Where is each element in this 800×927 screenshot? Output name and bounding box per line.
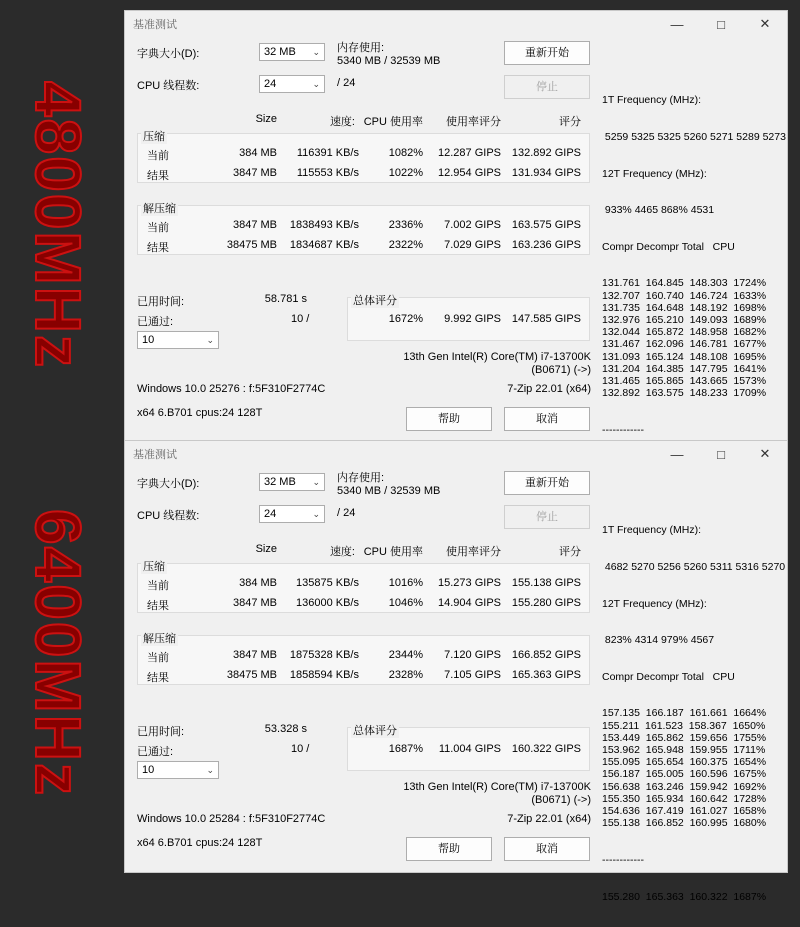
chevron-down-icon: ⌄ (312, 79, 320, 89)
window-title: 基准测试 (133, 449, 177, 461)
row-label: 结果 (147, 672, 169, 684)
freq-12t-values: 933% 4465 868% 4531 (602, 204, 715, 217)
cell-size: 38475 MB (226, 239, 277, 251)
col-rating-cpu: 使用率评分 (446, 116, 501, 128)
col-rating-cpu: 使用率评分 (446, 546, 501, 558)
log-table-row: 155.211 161.523 158.367 1650% (602, 719, 766, 732)
passes-select[interactable] (137, 331, 219, 349)
freq-12t-values: 823% 4314 979% 4567 (602, 634, 715, 647)
cell-cpu: 2328% (388, 669, 423, 681)
row-label: 当前 (147, 222, 169, 234)
col-size: Size (255, 113, 277, 125)
passes-select[interactable] (137, 761, 219, 779)
total-cpu: 1687% (388, 743, 423, 755)
log-table-header: Compr Decompr Total CPU (602, 240, 735, 253)
freq-1t-label: 1T Frequency (MHz): (602, 524, 701, 537)
restart-button[interactable]: 重新开始 (504, 41, 590, 65)
passed-value: 10 / (291, 743, 310, 755)
total-label: 总体评分 (351, 722, 399, 738)
cpu-threads-value: 24 (264, 508, 277, 520)
title-bar (125, 441, 787, 467)
cell-speed: 115553 KB/s (296, 167, 359, 179)
close-icon[interactable]: ✕ (759, 16, 771, 31)
freq-1t-values: 5259 5325 5325 5260 5271 5289 5273 (602, 131, 786, 144)
log-table-row: 131.467 162.096 146.781 1677% (602, 338, 767, 351)
passed-label: 已通过: (137, 746, 174, 758)
cell-rating: 163.575 GIPS (511, 219, 581, 231)
cell-speed: 1834687 KB/s (289, 239, 359, 251)
cpu-name: 13th Gen Intel(R) Core(TM) i7-13700K (403, 351, 591, 363)
log-table-row: 154.636 167.419 161.027 1658% (602, 805, 767, 818)
benchmark-window-2 (124, 440, 788, 903)
dict-size-label: 字典大小(D): (137, 48, 200, 60)
log-table-row: 132.044 165.872 148.958 1682% (602, 326, 767, 339)
log-table-row: 155.350 165.934 160.642 1728% (602, 792, 767, 805)
cell-rating-cpu: 7.029 GIPS (444, 239, 501, 251)
maximize-icon[interactable]: □ (717, 446, 725, 462)
dict-size-label: 字典大小(D): (137, 478, 200, 490)
cell-speed: 1838493 KB/s (289, 219, 359, 231)
cell-rating: 155.280 GIPS (511, 597, 581, 609)
freq-1t-label: 1T Frequency (MHz): (602, 94, 701, 107)
benchmark-window-1 (124, 10, 788, 443)
cell-rating-cpu: 7.120 GIPS (444, 649, 501, 661)
cell-size: 38475 MB (226, 669, 277, 681)
version-info: 7-Zip 22.01 (x64) (507, 813, 591, 825)
log-table-row: 131.093 165.124 148.108 1695% (602, 350, 767, 363)
cell-rating-cpu: 7.105 GIPS (444, 669, 501, 681)
col-rating: 评分 (559, 116, 581, 128)
stop-button[interactable]: 停止 (504, 75, 590, 99)
total-label: 总体评分 (351, 292, 399, 308)
row-label: 当前 (147, 150, 169, 162)
col-size: Size (255, 543, 277, 555)
cpu-threads-label: CPU 线程数: (137, 80, 200, 92)
dict-size-value: 32 MB (264, 46, 296, 58)
col-cpu: CPU 使用率 (363, 116, 423, 128)
cell-size: 384 MB (239, 577, 277, 589)
window-body (125, 37, 787, 442)
dict-size-select[interactable] (259, 473, 325, 491)
cell-rating-cpu: 15.273 GIPS (438, 577, 501, 589)
log-separator: ------------ (602, 423, 644, 436)
passed-label: 已通过: (137, 316, 174, 328)
chevron-down-icon: ⌄ (206, 335, 214, 345)
row-label: 结果 (147, 170, 169, 182)
freq-12t-label: 12T Frequency (MHz): (602, 597, 707, 610)
col-rating: 评分 (559, 546, 581, 558)
elapsed-value: 53.328 s (264, 723, 307, 735)
stop-button[interactable]: 停止 (504, 505, 590, 529)
cancel-button[interactable]: 取消 (504, 407, 590, 431)
cell-cpu: 2344% (388, 649, 423, 661)
chevron-down-icon: ⌄ (312, 509, 320, 519)
log-table-row: 132.892 163.575 148.233 1709% (602, 387, 767, 400)
mem-use-label: 内存使用: (337, 42, 385, 54)
chevron-down-icon: ⌄ (312, 47, 320, 57)
compress-label: 压缩 (141, 558, 167, 574)
restart-button[interactable]: 重新开始 (504, 471, 590, 495)
freq-12t-label: 12T Frequency (MHz): (602, 167, 707, 180)
window-body (125, 467, 787, 903)
row-label: 结果 (147, 600, 169, 612)
log-table-row: 153.962 165.948 159.955 1711% (602, 744, 766, 757)
log-table-rows (602, 707, 787, 829)
elapsed-value: 58.781 s (264, 293, 307, 305)
mem-use-label: 内存使用: (337, 472, 385, 484)
cell-speed: 135875 KB/s (296, 577, 359, 589)
minimize-icon[interactable]: — (670, 16, 684, 32)
total-cpu: 1672% (388, 313, 423, 325)
log-table-row: 153.449 165.862 159.656 1755% (602, 731, 767, 744)
cell-cpu: 1046% (388, 597, 423, 609)
cell-size: 3847 MB (232, 219, 277, 231)
minimize-icon[interactable]: — (670, 446, 684, 462)
log-table-row: 131.761 164.845 148.303 1724% (602, 277, 767, 290)
cell-rating: 131.934 GIPS (511, 167, 581, 179)
results-log (602, 70, 787, 497)
os-info: Windows 10.0 25284 : f:5F310F2774C (137, 813, 326, 825)
row-label: 结果 (147, 242, 169, 254)
cell-cpu: 1022% (388, 167, 423, 179)
log-table-row: 156.638 163.246 159.942 1692% (602, 780, 767, 793)
log-table-row: 131.465 165.865 143.665 1573% (602, 375, 767, 388)
maximize-icon[interactable]: □ (717, 16, 725, 32)
cell-rating: 165.363 GIPS (511, 669, 581, 681)
freq-1t-values: 4682 5270 5256 5260 5311 5316 5270 (602, 561, 786, 574)
cell-rating-cpu: 12.954 GIPS (438, 167, 501, 179)
total-rating: 147.585 GIPS (511, 313, 581, 325)
passes-value: 10 (142, 764, 155, 776)
log-table-header: Compr Decompr Total CPU (602, 670, 735, 683)
side-label-6400: 6400MHz (22, 509, 94, 797)
log-total-row: 155.280 165.363 160.322 1687% (602, 890, 767, 903)
row-label: 当前 (147, 652, 169, 664)
os-info: Windows 10.0 25276 : f:5F310F2774C (137, 383, 326, 395)
results-log (602, 500, 787, 927)
window-title: 基准测试 (133, 19, 177, 31)
passes-value: 10 (142, 334, 155, 346)
cpu-threads-value: 24 (264, 78, 277, 90)
cancel-button[interactable]: 取消 (504, 837, 590, 861)
col-cpu: CPU 使用率 (363, 546, 423, 558)
log-table-row: 132.707 160.740 146.724 1633% (602, 289, 767, 302)
cpu-threads-select[interactable] (259, 505, 325, 523)
cpu-id: (B0671) (->) (531, 364, 591, 376)
help-button[interactable]: 帮助 (406, 407, 492, 431)
log-table-rows (602, 277, 787, 399)
cell-speed: 1858594 KB/s (289, 669, 359, 681)
decompress-label: 解压缩 (141, 630, 178, 646)
cpu-name: 13th Gen Intel(R) Core(TM) i7-13700K (403, 781, 591, 793)
mem-use-value: 5340 MB / 32539 MB (337, 485, 441, 497)
total-rating-cpu: 9.992 GIPS (444, 313, 501, 325)
cell-size: 3847 MB (232, 649, 277, 661)
dict-size-select[interactable] (259, 43, 325, 61)
cell-rating-cpu: 14.904 GIPS (438, 597, 501, 609)
log-table-row: 131.735 164.648 148.192 1698% (602, 301, 767, 314)
passed-value: 10 / (291, 313, 310, 325)
elapsed-label: 已用时间: (137, 296, 185, 308)
cell-rating-cpu: 7.002 GIPS (444, 219, 501, 231)
cell-rating: 163.236 GIPS (511, 239, 581, 251)
cell-rating-cpu: 12.287 GIPS (438, 147, 501, 159)
cpu-id: (B0671) (->) (531, 794, 591, 806)
threads-max: / 24 (337, 507, 356, 519)
log-table-row: 155.138 166.852 160.995 1680% (602, 817, 767, 830)
cpu-threads-select[interactable] (259, 75, 325, 93)
cell-cpu: 2336% (388, 219, 423, 231)
mem-use-value: 5340 MB / 32539 MB (337, 55, 441, 67)
total-rating: 160.322 GIPS (511, 743, 581, 755)
cell-cpu: 1082% (388, 147, 423, 159)
col-speed: 速度: (329, 116, 355, 128)
cell-size: 384 MB (239, 147, 277, 159)
total-rating-cpu: 11.004 GIPS (438, 743, 501, 755)
elapsed-label: 已用时间: (137, 726, 185, 738)
log-table-row: 156.187 165.005 160.596 1675% (602, 768, 767, 781)
log-table-row: 157.135 166.187 161.661 1664% (602, 707, 767, 720)
arch-info: x64 6.B701 cpus:24 128T (137, 407, 263, 419)
version-info: 7-Zip 22.01 (x64) (507, 383, 591, 395)
title-bar (125, 11, 787, 37)
chevron-down-icon: ⌄ (312, 477, 320, 487)
cell-speed: 136000 KB/s (296, 597, 359, 609)
cell-cpu: 2322% (388, 239, 423, 251)
decompress-label: 解压缩 (141, 200, 178, 216)
help-button[interactable]: 帮助 (406, 837, 492, 861)
close-icon[interactable]: ✕ (759, 446, 771, 461)
side-label-4800: 4800MHz (22, 81, 94, 369)
cell-rating: 155.138 GIPS (511, 577, 581, 589)
compress-label: 压缩 (141, 128, 167, 144)
log-table-row: 131.204 164.385 147.795 1641% (602, 362, 767, 375)
cell-size: 3847 MB (232, 167, 277, 179)
threads-max: / 24 (337, 77, 356, 89)
log-table-row: 132.976 165.210 149.093 1689% (602, 314, 767, 327)
log-separator: ------------ (602, 853, 644, 866)
cell-rating: 132.892 GIPS (511, 147, 581, 159)
dict-size-value: 32 MB (264, 476, 296, 488)
cell-cpu: 1016% (388, 577, 423, 589)
cpu-threads-label: CPU 线程数: (137, 510, 200, 522)
chevron-down-icon: ⌄ (206, 765, 214, 775)
cell-speed: 1875328 KB/s (289, 649, 359, 661)
cell-rating: 166.852 GIPS (511, 649, 581, 661)
arch-info: x64 6.B701 cpus:24 128T (137, 837, 263, 849)
cell-size: 3847 MB (232, 597, 277, 609)
log-table-row: 155.095 165.654 160.375 1654% (602, 756, 767, 769)
cell-speed: 116391 KB/s (296, 147, 359, 159)
col-speed: 速度: (329, 546, 355, 558)
row-label: 当前 (147, 580, 169, 592)
